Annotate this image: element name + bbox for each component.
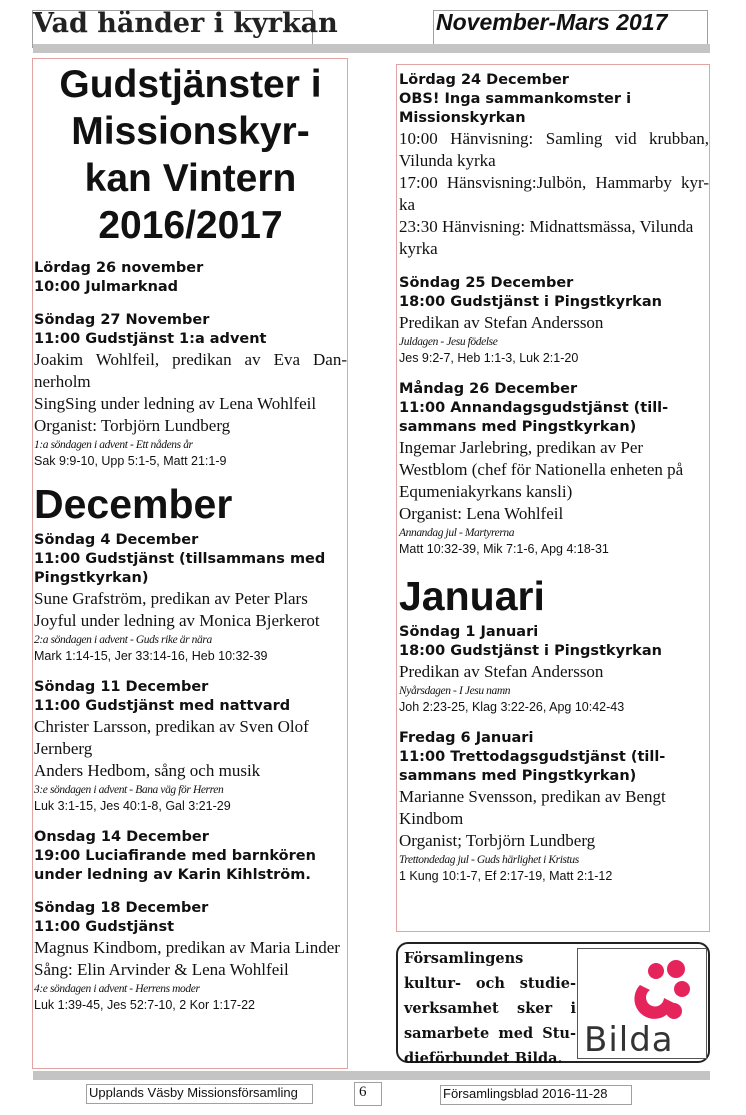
event-detail: 23:30 Hänvisning: Midnattsmässa, Vilunda [399,217,694,236]
event-liturgical-day: Juldagen - Jesu födelse [399,336,498,348]
month-december: December [34,481,233,527]
event-entry [34,259,347,297]
event-entry [34,311,347,469]
event-entry [399,729,709,884]
event-detail: Westblom (chef för Nationella enheten på [399,460,684,479]
bilda-text-line: verksamhet sker i [404,1000,576,1017]
event-detail: Predikan av Stefan Andersson [399,313,604,332]
bilda-text-line: samarbete med Stu- [404,1025,576,1042]
event-detail: Sång: Elin Arvinder & Lena Wohlfeil [34,960,289,979]
event-entry [34,828,347,885]
event-title: sammans med Pingstkyrkan) [399,419,637,435]
event-bible-refs: Luk 1:39-45, Jes 52:7-10, 2 Kor 1:17-22 [34,998,255,1012]
event-date: Måndag 26 December [399,381,578,397]
event-bible-refs: Matt 10:32-39, Mik 7:1-6, Apg 4:18-31 [399,542,609,556]
event-title: OBS! Inga sammankomster i [399,91,632,107]
event-title: 11:00 Gudstjänst (tillsammans med [34,551,326,567]
bilda-logo-icon [578,949,706,1058]
event-liturgical-day: 1:a söndagen i advent - Ett nådens år [34,439,193,451]
event-detail: Organist: Torbjörn Lundberg [34,416,231,435]
event-bible-refs: Jes 9:2-7, Heb 1:1-3, Luk 2:1-20 [399,351,579,365]
event-date: Onsdag 14 December [34,829,209,845]
event-bible-refs: Luk 3:1-15, Jes 40:1-8, Gal 3:21-29 [34,799,231,813]
event-date: Söndag 18 December [34,900,209,916]
event-detail: 17:00 Hänsvisning:Julbön, Hammarby kyr- [399,173,709,192]
event-detail: Organist; Torbjörn Lundberg [399,831,596,850]
event-date: Fredag 6 Januari [399,730,534,746]
header-period: November-Mars 2017 [436,9,668,35]
page-number: 6 [359,1084,367,1100]
footer-publisher: Upplands Väsby Missionsförsamling [89,1085,298,1100]
event-date: Söndag 25 December [399,275,574,291]
event-detail: Ingemar Jarlebring, predikan av Per [399,438,644,457]
event-entry [34,531,347,664]
event-detail: Marianne Svensson, predikan av Bengt [399,787,666,806]
event-detail: kyrka [399,239,438,258]
december-events [34,531,347,1013]
event-entry [34,899,347,1013]
event-entry [399,71,709,260]
title-line: kan Vintern [84,157,297,200]
page-title [34,59,347,249]
event-liturgical-day: 4:e söndagen i advent - Herrens moder [34,983,200,995]
bilda-text-line: dieförbundet Bilda. [404,1050,563,1067]
event-detail: Kindbom [399,809,464,828]
left-column [32,58,348,1069]
event-detail: Predikan av Stefan Andersson [399,662,604,681]
event-liturgical-day: 2:a söndagen i advent - Guds rike är nära [34,634,212,646]
bottom-rule [33,1071,710,1080]
event-title: 11:00 Annandagsgudstjänst (till- [399,400,669,416]
bilda-logo-mark [634,960,690,1019]
bilda-text-line: Församlingens [404,950,524,967]
event-title: 11:00 Trettodagsgudstjänst (till- [399,749,666,765]
event-date: Söndag 27 November [34,312,210,328]
bilda-text-line: kultur- och studie- [404,975,576,992]
event-bible-refs: 1 Kung 10:1-7, Ef 2:17-19, Matt 2:1-12 [399,869,613,883]
event-detail: Vilunda kyrka [399,151,496,170]
event-detail: Organist: Lena Wohlfeil [399,504,564,523]
event-detail: SingSing under ledning av Lena Wohlfeil [34,394,317,413]
event-detail: Joyful under ledning av Monica Bjerkerot [34,611,320,630]
bilda-text [404,946,576,1071]
event-liturgical-day: Nyårsdagen - I Jesu namn [399,685,511,697]
event-detail: ka [399,195,416,214]
event-title: under ledning av Karin Kihlström. [34,867,311,883]
right-column [396,64,710,932]
november-events [34,259,347,469]
event-title: 18:00 Gudstjänst i Pingstkyrkan [399,643,662,659]
event-title: 11:00 Gudstjänst 1:a advent [34,331,267,347]
event-title: 10:00 Julmarknad [34,279,179,295]
event-liturgical-day: Trettondedag jul - Guds härlighet i Kristus [399,854,579,866]
title-line: Gudstjänster i [59,63,322,106]
event-detail: nerholm [34,372,91,391]
christmas-events [399,71,709,557]
event-detail: Magnus Kindbom, predikan av Maria Linder [34,938,340,957]
bilda-logo [577,948,707,1059]
event-entry [399,380,709,557]
event-liturgical-day: Annandag jul - Martyrerna [399,527,515,539]
event-detail: Anders Hedbom, sång och musik [34,761,261,780]
event-date: Lördag 24 December [399,72,569,88]
event-title: 19:00 Luciafirande med barnkören [34,848,316,864]
event-date: Söndag 4 December [34,532,199,548]
event-detail: 10:00 Hänvisning: Samling vid krubban, [399,129,709,148]
event-title: Missionskyrkan [399,110,526,126]
month-januari: Januari [399,573,545,619]
event-date: Lördag 26 november [34,260,204,276]
event-entry [399,274,709,366]
event-detail: Christer Larsson, predikan av Sven Olof [34,717,309,736]
event-detail: Joakim Wohlfeil, predikan av Eva Dan- [34,350,347,369]
event-detail: Jernberg [34,739,93,758]
top-rule [33,44,710,53]
event-date: Söndag 11 December [34,679,209,695]
header-title: Vad händer i kyrkan [33,8,338,39]
event-title: sammans med Pingstkyrkan) [399,768,637,784]
event-bible-refs: Sak 9:9-10, Upp 5:1-5, Matt 21:1-9 [34,454,227,468]
event-entry [399,623,709,715]
event-title: 11:00 Gudstjänst med nattvard [34,698,291,714]
event-title: 11:00 Gudstjänst [34,919,175,935]
januari-events [399,623,709,884]
event-entry [34,678,347,814]
title-line: Missionskyr- [71,110,310,153]
event-title: Pingstkyrkan) [34,570,149,586]
event-bible-refs: Mark 1:14-15, Jer 33:14-16, Heb 10:32-39 [34,649,268,663]
event-title: 18:00 Gudstjänst i Pingstkyrkan [399,294,662,310]
footer-date: Församlingsblad 2016-11-28 [443,1086,608,1101]
bilda-logo-text: Bilda [584,1020,674,1058]
event-detail: Equmeniakyrkans kansli) [399,482,573,501]
title-line: 2016/2017 [98,204,283,247]
event-bible-refs: Joh 2:23-25, Klag 3:22-26, Apg 10:42-43 [399,700,625,714]
event-liturgical-day: 3:e söndagen i advent - Bana väg för Herren [34,784,224,796]
event-detail: Sune Grafström, predikan av Peter Plars [34,589,308,608]
event-date: Söndag 1 Januari [399,624,539,640]
